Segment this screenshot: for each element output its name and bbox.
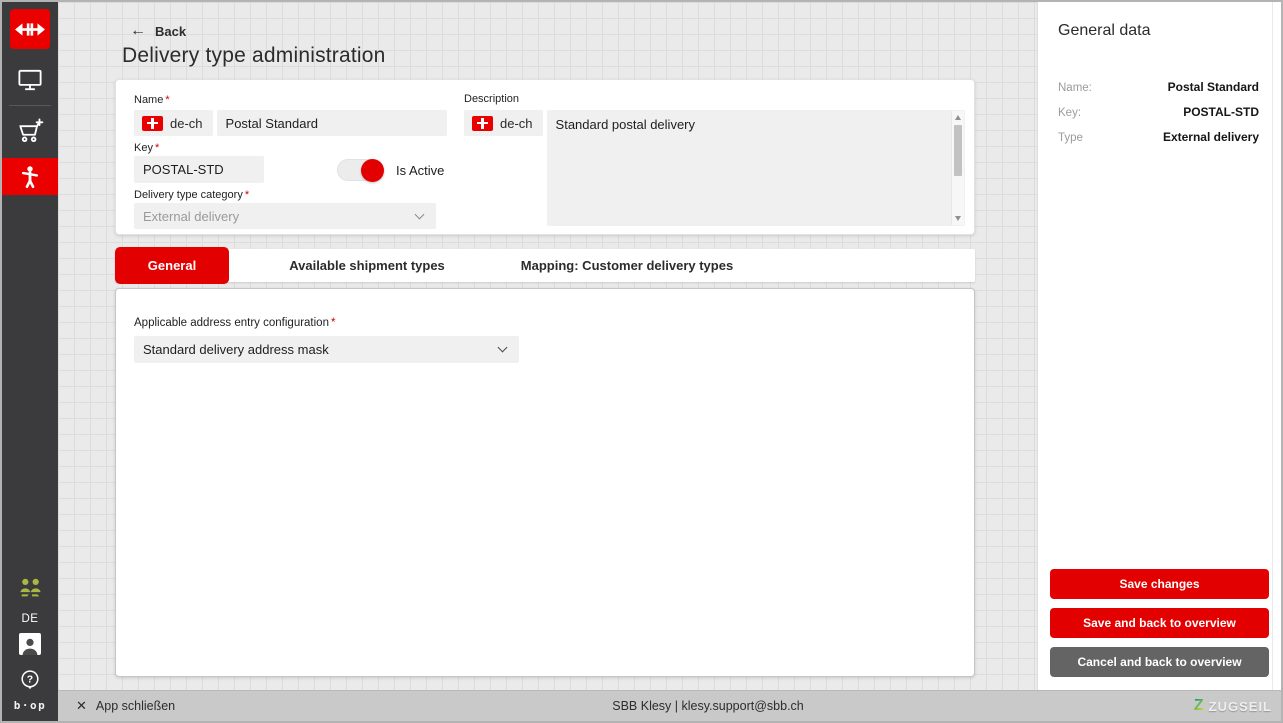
address-config-select[interactable] bbox=[134, 336, 519, 363]
summary-key-label: Key: bbox=[1058, 107, 1082, 119]
key-input[interactable] bbox=[134, 156, 264, 183]
textarea-scrollbar[interactable] bbox=[951, 111, 964, 225]
required-marker: * bbox=[165, 94, 170, 106]
save-changes-button[interactable]: Save changes bbox=[1050, 569, 1269, 599]
nav-item-cart-add[interactable] bbox=[2, 112, 58, 150]
summary-panel bbox=[1037, 2, 1281, 690]
sbb-logo[interactable] bbox=[10, 9, 50, 49]
address-config-select-value: Standard delivery address mask bbox=[143, 342, 329, 357]
category-select[interactable] bbox=[134, 203, 436, 229]
summary-type-value: External delivery bbox=[1162, 130, 1259, 144]
summary-row-key bbox=[1058, 105, 1259, 119]
session-info: SBB Klesy | klesy.support@sbb.ch bbox=[612, 699, 804, 713]
is-active-label: Is Active bbox=[396, 163, 445, 178]
avatar-person-icon bbox=[20, 636, 40, 655]
name-language-tag: de-ch bbox=[170, 115, 203, 131]
save-and-back-button[interactable]: Save and back to overview bbox=[1050, 608, 1269, 638]
summary-panel-actions bbox=[1050, 560, 1269, 677]
summary-type-label: Type bbox=[1058, 132, 1083, 144]
description-field-label bbox=[464, 93, 519, 105]
required-marker: * bbox=[154, 142, 160, 154]
name-field-label bbox=[134, 94, 170, 106]
description-label-text: Description bbox=[464, 93, 520, 105]
address-config-label bbox=[134, 317, 335, 329]
address-config-label-text: Applicable address entry configuration bbox=[134, 317, 329, 329]
tab-general[interactable]: General bbox=[115, 247, 229, 284]
panel-scrollbar-track bbox=[1272, 2, 1273, 690]
nav-item-accessibility-active[interactable] bbox=[2, 158, 58, 195]
tab-mapping-customer-delivery-types[interactable]: Mapping: Customer delivery types bbox=[520, 258, 734, 273]
key-label-text: Key bbox=[134, 142, 153, 154]
cancel-and-back-button[interactable]: Cancel and back to overview bbox=[1050, 647, 1269, 677]
close-app-button[interactable] bbox=[76, 691, 175, 721]
chevron-down-icon bbox=[415, 210, 425, 220]
nav-item-users[interactable] bbox=[2, 568, 58, 606]
help-icon bbox=[19, 669, 41, 691]
description-language-chip[interactable] bbox=[464, 110, 543, 136]
category-field-label bbox=[134, 189, 249, 201]
summary-panel-title: General data bbox=[1058, 22, 1151, 39]
zugseil-brand-name: ZUGSEIL bbox=[1208, 698, 1272, 714]
is-active-toggle[interactable] bbox=[337, 159, 383, 181]
chevron-down-icon bbox=[498, 343, 508, 353]
back-button[interactable] bbox=[130, 22, 186, 40]
name-input[interactable] bbox=[217, 110, 447, 136]
toggle-knob bbox=[361, 159, 384, 182]
main-content-area bbox=[58, 2, 1037, 690]
page-title: Delivery type administration bbox=[122, 44, 386, 67]
nav-item-monitor[interactable] bbox=[2, 61, 58, 99]
summary-rows bbox=[1058, 80, 1259, 155]
tab-bar bbox=[115, 249, 975, 282]
help-question-glyph: ? bbox=[26, 674, 34, 686]
key-field-label bbox=[134, 142, 159, 154]
monitor-icon bbox=[17, 68, 43, 92]
name-label-text: Name bbox=[134, 94, 164, 106]
user-avatar[interactable] bbox=[19, 633, 41, 655]
delivery-type-form-card bbox=[115, 79, 975, 235]
summary-name-value: Postal Standard bbox=[1167, 80, 1259, 94]
name-field-row bbox=[134, 110, 447, 136]
required-marker: * bbox=[244, 189, 250, 201]
category-label-text: Delivery type category bbox=[134, 189, 243, 201]
category-select-value: External delivery bbox=[143, 208, 240, 224]
cart-plus-icon bbox=[16, 117, 44, 145]
name-language-chip[interactable] bbox=[134, 110, 213, 136]
nav-item-help[interactable] bbox=[2, 667, 58, 693]
close-app-label: App schließen bbox=[95, 699, 176, 713]
back-label: Back bbox=[155, 23, 187, 39]
back-arrow-icon: ← bbox=[130, 22, 146, 39]
description-language-tag: de-ch bbox=[500, 115, 533, 131]
close-icon: ✕ bbox=[76, 698, 87, 713]
accessibility-person-icon bbox=[17, 164, 43, 190]
summary-row-name bbox=[1058, 80, 1259, 94]
locale-badge[interactable]: DE bbox=[21, 613, 39, 625]
zugseil-z-icon: Z bbox=[1193, 697, 1204, 714]
sidebar-divider bbox=[9, 105, 51, 106]
description-text: Standard postal delivery bbox=[555, 117, 696, 132]
scroll-down-icon[interactable] bbox=[955, 216, 961, 221]
general-tab-content-card bbox=[115, 288, 975, 677]
summary-key-value: POSTAL-STD bbox=[1183, 105, 1259, 119]
summary-row-type bbox=[1058, 130, 1259, 144]
description-field-row bbox=[464, 110, 965, 226]
bop-logo: b·op bbox=[13, 699, 47, 712]
scrollbar-thumb[interactable] bbox=[954, 125, 962, 176]
left-nav-sidebar bbox=[2, 2, 58, 721]
scroll-up-icon[interactable] bbox=[955, 115, 961, 120]
tab-available-shipment-types[interactable]: Available shipment types bbox=[289, 258, 445, 273]
summary-name-label: Name: bbox=[1058, 82, 1092, 94]
zugseil-brand bbox=[1194, 691, 1272, 721]
swiss-flag-icon bbox=[142, 116, 163, 131]
required-marker: * bbox=[330, 317, 336, 329]
sbb-double-arrow-icon bbox=[15, 20, 45, 39]
bottom-bar bbox=[58, 690, 1281, 721]
description-textarea[interactable] bbox=[547, 110, 965, 226]
swiss-flag-icon bbox=[472, 116, 493, 131]
users-exchange-icon bbox=[17, 577, 44, 598]
